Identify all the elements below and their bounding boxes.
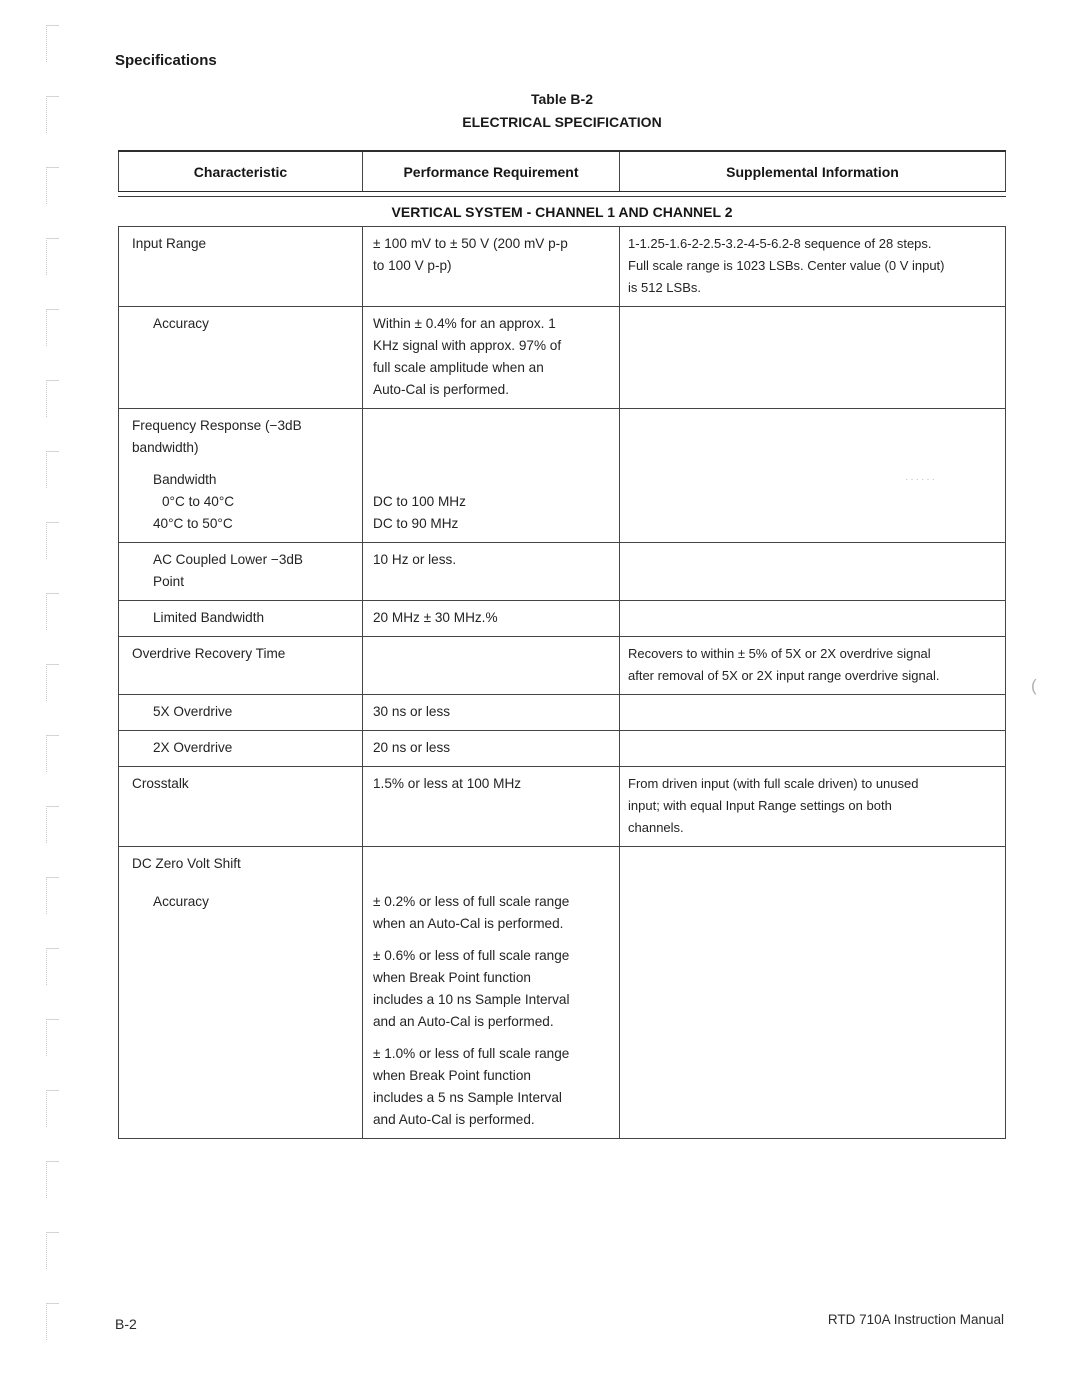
table-cell-input-range — [363, 277, 620, 306]
table-cell-input-range-accuracy — [620, 379, 1006, 408]
table-cell-dc-zero-volt-shift: when Break Point function — [363, 967, 620, 989]
table-cell-input-range-accuracy: Auto-Cal is performed. — [363, 379, 620, 408]
scan-artifact — [46, 664, 59, 701]
table-cell-dc-zero-volt-shift — [118, 1065, 363, 1087]
table-cell-dc-zero-volt-shift — [118, 967, 363, 989]
table-cell-frequency-response: 40°C to 50°C — [118, 513, 363, 542]
table-number: Table B-2 — [531, 91, 593, 107]
scan-artifact — [46, 522, 59, 559]
table-cell-dc-zero-volt-shift — [620, 1011, 1006, 1033]
table-cell-limited-bandwidth: Limited Bandwidth — [118, 601, 363, 636]
table-cell-input-range: to 100 V p-p) — [363, 255, 620, 277]
table-cell-input-range: Full scale range is 1023 LSBs. Center value (0 V input) — [620, 255, 1006, 277]
scan-artifact — [46, 877, 59, 914]
table-cell-dc-zero-volt-shift — [620, 1087, 1006, 1109]
table-cell-2x-overdrive: 2X Overdrive — [118, 731, 363, 766]
table-section-header: VERTICAL SYSTEM - CHANNEL 1 AND CHANNEL 2 — [391, 204, 733, 220]
table-cell-crosstalk — [118, 795, 363, 817]
table-cell-ac-coupled-lower-3db-point — [620, 571, 1006, 600]
scan-artifact — [46, 593, 59, 630]
table-cell-input-range-accuracy — [620, 307, 1006, 335]
table-cell-dc-zero-volt-shift — [620, 1065, 1006, 1087]
table-cell-dc-zero-volt-shift: when Break Point function — [363, 1065, 620, 1087]
table-cell-input-range-accuracy: Accuracy — [118, 307, 363, 335]
table-cell-frequency-response: Frequency Response (−3dB — [118, 409, 363, 437]
scan-artifact — [46, 1090, 59, 1127]
table-cell-dc-zero-volt-shift — [118, 913, 363, 935]
table-cell-input-range-accuracy — [118, 335, 363, 357]
table-cell-input-range — [118, 277, 363, 306]
table-cell-input-range — [118, 255, 363, 277]
table-cell-dc-zero-volt-shift — [118, 1011, 363, 1033]
scan-artifact — [46, 380, 59, 417]
column-header: Supplemental Information — [620, 152, 1006, 191]
table-cell-dc-zero-volt-shift: ± 0.6% or less of full scale range — [363, 935, 620, 967]
table-rule — [118, 1138, 1006, 1139]
scan-artifact — [46, 948, 59, 985]
table-cell-input-range-accuracy — [620, 335, 1006, 357]
manual-title-footer: RTD 710A Instruction Manual — [827, 1312, 1004, 1327]
table-cell-frequency-response — [620, 491, 1006, 513]
table-cell-frequency-response — [363, 459, 620, 491]
table-cell-dc-zero-volt-shift — [118, 1033, 363, 1065]
table-cell-input-range: Input Range — [118, 227, 363, 255]
table-cell-input-range-accuracy — [620, 357, 1006, 379]
table-cell-5x-overdrive — [620, 695, 1006, 730]
table-cell-dc-zero-volt-shift: when an Auto-Cal is performed. — [363, 913, 620, 935]
table-cell-input-range-accuracy: KHz signal with approx. 97% of — [363, 335, 620, 357]
table-cell-overdrive-recovery-time — [363, 665, 620, 694]
table-cell-frequency-response: DC to 90 MHz — [363, 513, 620, 542]
page-number: B-2 — [115, 1316, 137, 1332]
table-cell-crosstalk: input; with equal Input Range settings on both — [620, 795, 1006, 817]
table-cell-ac-coupled-lower-3db-point: AC Coupled Lower −3dB — [118, 543, 363, 571]
scan-artifact — [46, 451, 59, 488]
table-cell-dc-zero-volt-shift: includes a 10 ns Sample Interval — [363, 989, 620, 1011]
table-cell-dc-zero-volt-shift — [118, 1087, 363, 1109]
table-cell-crosstalk: From driven input (with full scale driven) to unused — [620, 767, 1006, 795]
table-cell-input-range: ± 100 mV to ± 50 V (200 mV p-p — [363, 227, 620, 255]
table-cell-dc-zero-volt-shift — [620, 875, 1006, 913]
table-cell-dc-zero-volt-shift — [363, 847, 620, 875]
table-cell-dc-zero-volt-shift: ± 1.0% or less of full scale range — [363, 1033, 620, 1065]
table-cell-frequency-response: DC to 100 MHz — [363, 491, 620, 513]
scan-artifact — [46, 25, 59, 62]
scan-artifact — [46, 1232, 59, 1269]
table-cell-dc-zero-volt-shift — [118, 989, 363, 1011]
table-title — [118, 88, 1006, 134]
table-cell-dc-zero-volt-shift — [620, 913, 1006, 935]
table-cell-2x-overdrive: 20 ns or less — [363, 731, 620, 766]
table-cell-dc-zero-volt-shift: ± 0.2% or less of full scale range — [363, 875, 620, 913]
table-cell-input-range-accuracy — [118, 357, 363, 379]
table-cell-input-range-accuracy: Within ± 0.4% for an approx. 1 — [363, 307, 620, 335]
table-cell-dc-zero-volt-shift — [620, 989, 1006, 1011]
table-cell-dc-zero-volt-shift: Accuracy — [118, 875, 363, 913]
table-cell-frequency-response — [620, 513, 1006, 542]
scan-artifact: ······ — [905, 474, 937, 485]
table-cell-crosstalk: channels. — [620, 817, 1006, 846]
table-cell-crosstalk: Crosstalk — [118, 767, 363, 795]
table-cell-frequency-response — [620, 409, 1006, 437]
scan-artifact — [46, 238, 59, 275]
table-cell-ac-coupled-lower-3db-point — [620, 543, 1006, 571]
spec-table — [118, 150, 1006, 1139]
table-cell-limited-bandwidth — [620, 601, 1006, 636]
table-cell-5x-overdrive: 5X Overdrive — [118, 695, 363, 730]
table-cell-crosstalk — [363, 795, 620, 817]
table-cell-dc-zero-volt-shift — [118, 1109, 363, 1138]
table-cell-frequency-response: Bandwidth — [118, 459, 363, 491]
table-cell-crosstalk — [363, 817, 620, 846]
scan-artifact — [46, 1303, 59, 1340]
table-cell-crosstalk: 1.5% or less at 100 MHz — [363, 767, 620, 795]
column-header: Characteristic — [118, 152, 363, 191]
table-cell-dc-zero-volt-shift: DC Zero Volt Shift — [118, 847, 363, 875]
table-cell-dc-zero-volt-shift — [620, 1109, 1006, 1138]
table-cell-2x-overdrive — [620, 731, 1006, 766]
table-cell-dc-zero-volt-shift — [620, 967, 1006, 989]
table-cell-ac-coupled-lower-3db-point: Point — [118, 571, 363, 600]
scan-artifact — [46, 1019, 59, 1056]
table-cell-dc-zero-volt-shift: and Auto-Cal is performed. — [363, 1109, 620, 1138]
table-cell-frequency-response: bandwidth) — [118, 437, 363, 459]
table-cell-dc-zero-volt-shift — [620, 847, 1006, 875]
table-cell-dc-zero-volt-shift: includes a 5 ns Sample Interval — [363, 1087, 620, 1109]
table-cell-input-range-accuracy — [118, 379, 363, 408]
table-cell-overdrive-recovery-time: after removal of 5X or 2X input range overdrive signal. — [620, 665, 1006, 694]
table-cell-input-range: is 512 LSBs. — [620, 277, 1006, 306]
table-cell-frequency-response — [620, 437, 1006, 459]
table-cell-overdrive-recovery-time — [363, 637, 620, 665]
scan-artifact — [46, 1161, 59, 1198]
table-cell-frequency-response: 0°C to 40°C — [118, 491, 363, 513]
column-header: Performance Requirement — [363, 152, 620, 191]
scan-artifact: ( — [1031, 676, 1037, 695]
table-cell-ac-coupled-lower-3db-point: 10 Hz or less. — [363, 543, 620, 571]
table-caption: ELECTRICAL SPECIFICATION — [462, 114, 662, 130]
table-cell-overdrive-recovery-time: Recovers to within ± 5% of 5X or 2X overdrive signal — [620, 637, 1006, 665]
table-cell-input-range-accuracy: full scale amplitude when an — [363, 357, 620, 379]
table-cell-dc-zero-volt-shift — [118, 935, 363, 967]
scan-artifact — [46, 806, 59, 843]
table-cell-input-range: 1-1.25-1.6-2-2.5-3.2-4-5-6.2-8 sequence of 28 steps. — [620, 227, 1006, 255]
table-cell-frequency-response — [620, 459, 1006, 491]
page-heading: Specifications — [115, 52, 217, 69]
table-cell-frequency-response — [363, 409, 620, 437]
scan-artifact — [46, 96, 59, 133]
table-cell-frequency-response — [363, 437, 620, 459]
table-cell-dc-zero-volt-shift — [620, 1033, 1006, 1065]
scan-artifact — [46, 735, 59, 772]
scan-artifact — [46, 167, 59, 204]
table-cell-crosstalk — [118, 817, 363, 846]
table-cell-5x-overdrive: 30 ns or less — [363, 695, 620, 730]
table-cell-overdrive-recovery-time — [118, 665, 363, 694]
table-cell-overdrive-recovery-time: Overdrive Recovery Time — [118, 637, 363, 665]
table-cell-dc-zero-volt-shift: and an Auto-Cal is performed. — [363, 1011, 620, 1033]
table-cell-ac-coupled-lower-3db-point — [363, 571, 620, 600]
scan-artifact — [46, 309, 59, 346]
table-cell-limited-bandwidth: 20 MHz ± 30 MHz.% — [363, 601, 620, 636]
table-cell-dc-zero-volt-shift — [620, 935, 1006, 967]
